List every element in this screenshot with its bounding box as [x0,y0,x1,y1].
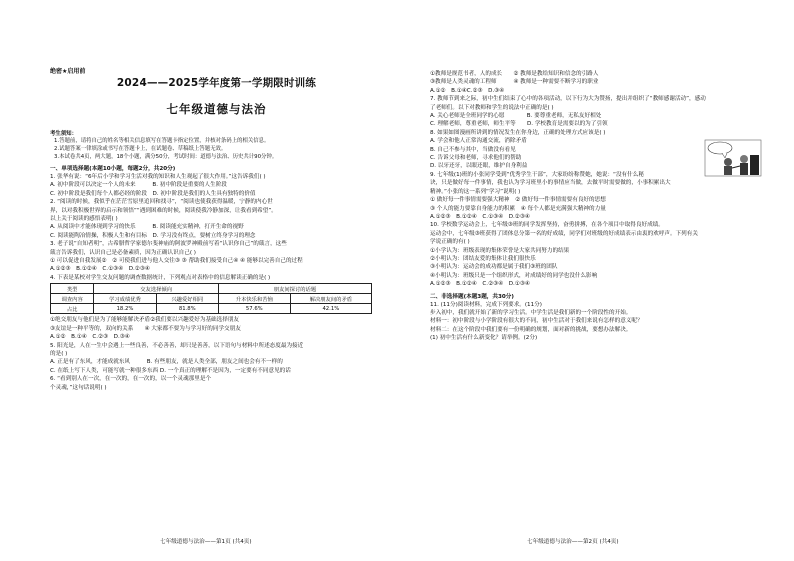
q6-statements-34: ③教师是人类灵魂的工程师 ④ 教师是一种需要不断学习的职业 [430,79,599,86]
note-item: 1.答题前，请将自己的姓名等相关信息填写在答题卡指定位置，并核对条码上的相关信息。 [54,138,270,144]
q9-statements-12: ① 做好每一件事情需要强大精神 ② 做好每一件事情需要有良好的思想 [430,197,606,204]
q7-options-cd: C. 理解老师，尊重老师，师生平等 D. 学校教育是需要以的为了引领 [430,121,608,128]
question-7-cont: 了老师们。以下对教师和学生的说法中正确的是( ) [430,104,554,111]
q8-option-d: D. 以牙还牙，以眼还眼，维护自身利益 [430,163,528,170]
q8-option-c: C. 告诉父母和老师，寻求他们的帮助 [430,155,522,162]
question-5-cont: 的是( ) [50,350,68,357]
question-2-stem: 以上关于阅读的感悟表明( ) [50,216,118,223]
question-11-material-2: 材料二：在这个阶段中我们要有一份明确的规划，面对新的挑战，要想办法解决。 [430,326,632,333]
table-cell: 类型 [51,284,94,294]
q4-options: A.①② B.①④ C.②③ D.③④ [50,334,130,341]
question-6-cont: 个灵魂，”这句话说明( ) [50,384,107,391]
question-2: 2. “阅读的时候，我似乎在茫茫雪原里追回和找寻”，“阅读也使我获得温暖，宁静的内心世 [50,199,273,206]
question-7: 7. 教师节到来之际，初中生们结束了心中的各项活动，以下行为大为赞扬，提出并组织了“教师感谢活动”，感动 [430,96,706,103]
table-cell: 学习成绩优秀 [94,294,156,304]
q9-statements-34: ③ 个人的能力要靠自身能力的积累 ④ 每个人都是充满强大精神的力量 [430,205,606,212]
section-2-heading: 二、非选择题(本题3题，共30分) [430,293,514,300]
table-row [51,294,372,304]
table-cell: 兴趣爱好相同 [156,294,218,304]
q5-options-cd: C. 在纸上写下人类，可能写就一种很多东西 D. 一个真正的理解不是因为，一定要有不同意见的话 [50,367,291,374]
section-1-heading: 一、单项选择题(本题10小题，每题2分，共20分) [50,166,176,172]
q3-options: A.①②③ B.①②④ C.①③④ D.②③④ [50,266,150,273]
q10-statement-2: ②小明认为：团结友爱的集体让我们很快乐 [430,255,536,262]
question-5: 5. 阳光是，人在一生中会遇上一些良善，不必善善，却只是善善，以下语句与材料中所述态度最为接近 [50,342,304,349]
table-cell: 18.2% [94,304,156,314]
q2-options-ab: A. 从阅读中才能体现到学习的快乐 B. 阅读能充实精神，打开生命的视野 [50,224,244,231]
q4-statements-12: ①绝交朋友与他们是为了能够能解决矛盾②我们要以兴趣爱好为基础选择朋友 [50,317,240,324]
table-cell: 解决朋友间的矛盾 [290,294,371,304]
question-9-stem: 精神。”小张的这一系列“学习”说明( ) [430,188,521,195]
q10-statement-1: ①小学认为：班级表现的集体荣誉是大家共同努力的结果 [430,247,570,254]
question-11: 11. (11分)阅读材料，完成下列要求。(11分) [430,301,542,308]
q10-statement-4: ④小明认为：班级只是一个组织形式，对成绩好的同学也没什么影响 [430,272,598,279]
question-11-sub-1: (1) 初中生活有什么新变化？请举例。(2分) [430,335,538,342]
question-11-intro: 步入初中，我们就开始了新的学习生活。中学生活是我们新的一个阶段性的开始。 [430,309,632,316]
q3-statements: ① 可以促进自我发展② ② 可使我们进与他人交往③ ③ 帮助我们接受自己④ ④ 能够以完善自己的过程 [50,258,303,265]
question-10-stem: 学说正确的有( ) [430,239,470,246]
question-2-cont: 界，以对我积极世界的启示和领悟”“遇到困难的时候，阅读使我冷静加深，让我看到希望”。 [50,207,277,214]
question-10-cont: 运动会中，七年级③班获得了团体总分第一名的好成绩，同学们对班级的好成绩表示由衷的欢呼声。下列有关 [430,230,698,237]
q1-options-cd: C. 初中阶段是我们每个人都必经的阶段 D. 初中阶段是我们的人生具有独特的价值 [50,190,256,197]
note-item: 2.试题答案一律填涂或书写在答题卡上，在试题卷、草稿纸上答题无效。 [54,146,227,152]
question-9-cont: 诀，只是做好每一件事情，我也认为学习班里小的事情应当做，去做平时需要做的，小事积累出大 [430,180,671,187]
table-row [51,284,372,294]
question-3: 3. 老子说“自知者明”，古希腊哲学家德尔斐神庙的阿波罗神殿前写着“认识你自己”的箴言，这些 [50,241,287,248]
secret-mark: 绝密★启用前 [50,68,86,75]
page-footer-left: 七年级道德与法治——第1页 (共4页) [160,539,252,545]
table-cell: 交友选择倾向 [94,284,219,294]
q2-options-cd: C. 阅读能陶冶情操，积极人生和有目标 D. 学习没有终点，要树立终身学习的理念 [50,232,256,239]
q10-statement-3: ③小明认为：运动会的成功都是属于我们③班的团队 [430,264,558,271]
cartoon-image [704,139,762,177]
exam-title: 2024——2025学年度第一学期限时训练 [116,77,317,89]
q1-options-ab: A. 初中阶段可以决定一个人的未来 B. 初中阶段是重要的人生阶段 [50,182,227,189]
q5-options-ab: A. 正是有了东风，才能成就东风 B. 有些朋友，就是人类全部，朋友之间也会有不一样的 [50,359,283,366]
page-right [397,0,794,561]
subject-title: 七年级道德与法治 [166,102,267,116]
table-cell: 调查内容 [51,294,94,304]
note-item: 3.本试卷共4页，两大题，18个小题，满分50分，考试时间：道德与法治、历史共计90分钟。 [54,154,278,160]
question-10: 10. 学校数学运动会上，七年级③班的同学发挥坚持，奋勇拼搏，在各个项目中取得良好成绩。 [430,222,664,229]
q4-statements-34: ③友谊是一种平等的，双向的关系 ④ 大家都不要为与学习好的同学交朋友 [50,325,241,332]
q10-options: A.①②③ B.①②④ C.②③④ D.①③④ [430,281,530,288]
question-8: 8. 如果如图漫画所讲到的情况发生在你身边，正确的处理方式应该是( ) [430,129,606,136]
table-cell: 42.1% [290,304,371,314]
table-cell: 朋友间探讨的话题 [218,284,371,294]
cartoon-illustration-icon [704,139,762,177]
question-11-material-1: 材料一：初中阶段与小学阶段有很大的不同，初中生活对于我们来说有怎样的意义呢？ [430,318,643,325]
q8-option-a: A. 学会和他人正常沟通交流，消除矛盾 [430,138,527,145]
question-1: 1. 张华有说：“6年后小学和学习生活对我的知识和人生观起了很大作用。”这告诉我们( ) [50,174,266,180]
table-cell: 占比 [51,304,94,314]
q7-options-ab: A. 关心老师是全班同学的心愿 B. 要尊重老师，无私友好相处 [430,113,602,120]
survey-table [50,283,372,314]
table-cell: 升本快乐和苦恼 [218,294,290,304]
q8-option-b: B. 自己不参与其中，当做没有看见 [430,146,516,153]
page-footer-right: 七年级道德与法治——第2页 (共4页) [527,539,619,545]
q9-options: A.①②③ B.①②④ C.①③④ D.②③④ [430,213,530,220]
table-cell: 57.6% [218,304,290,314]
q6-options: A.①② B.①④C.②③ D.③④ [430,87,505,94]
question-4: 4. 下表是某校对学生交友问题的调查数据统计，下列观点对表格中的信息解读正确的是( ) [50,274,271,281]
question-3-cont: 箴言告诉我们，认识自己是必备素质，因为正确认识自己( ) [50,249,196,256]
q6-statements-12: ①教师是规范书者，人的成长 ② 教师是教给知识和信念的引路人 [430,71,599,77]
table-cell: 81.8% [156,304,218,314]
question-9: 9. 七年级(1)班的小张同学受到“优秀学生干部”，大家纷纷称赞她，她说：“没有什么秘 [430,171,644,178]
table-row [51,304,372,314]
question-6: 6. “看到别人在一次，在一次的，在一次的，以一个灵魂那里是个 [50,376,212,383]
notes-title: 考生须知： [50,131,77,137]
